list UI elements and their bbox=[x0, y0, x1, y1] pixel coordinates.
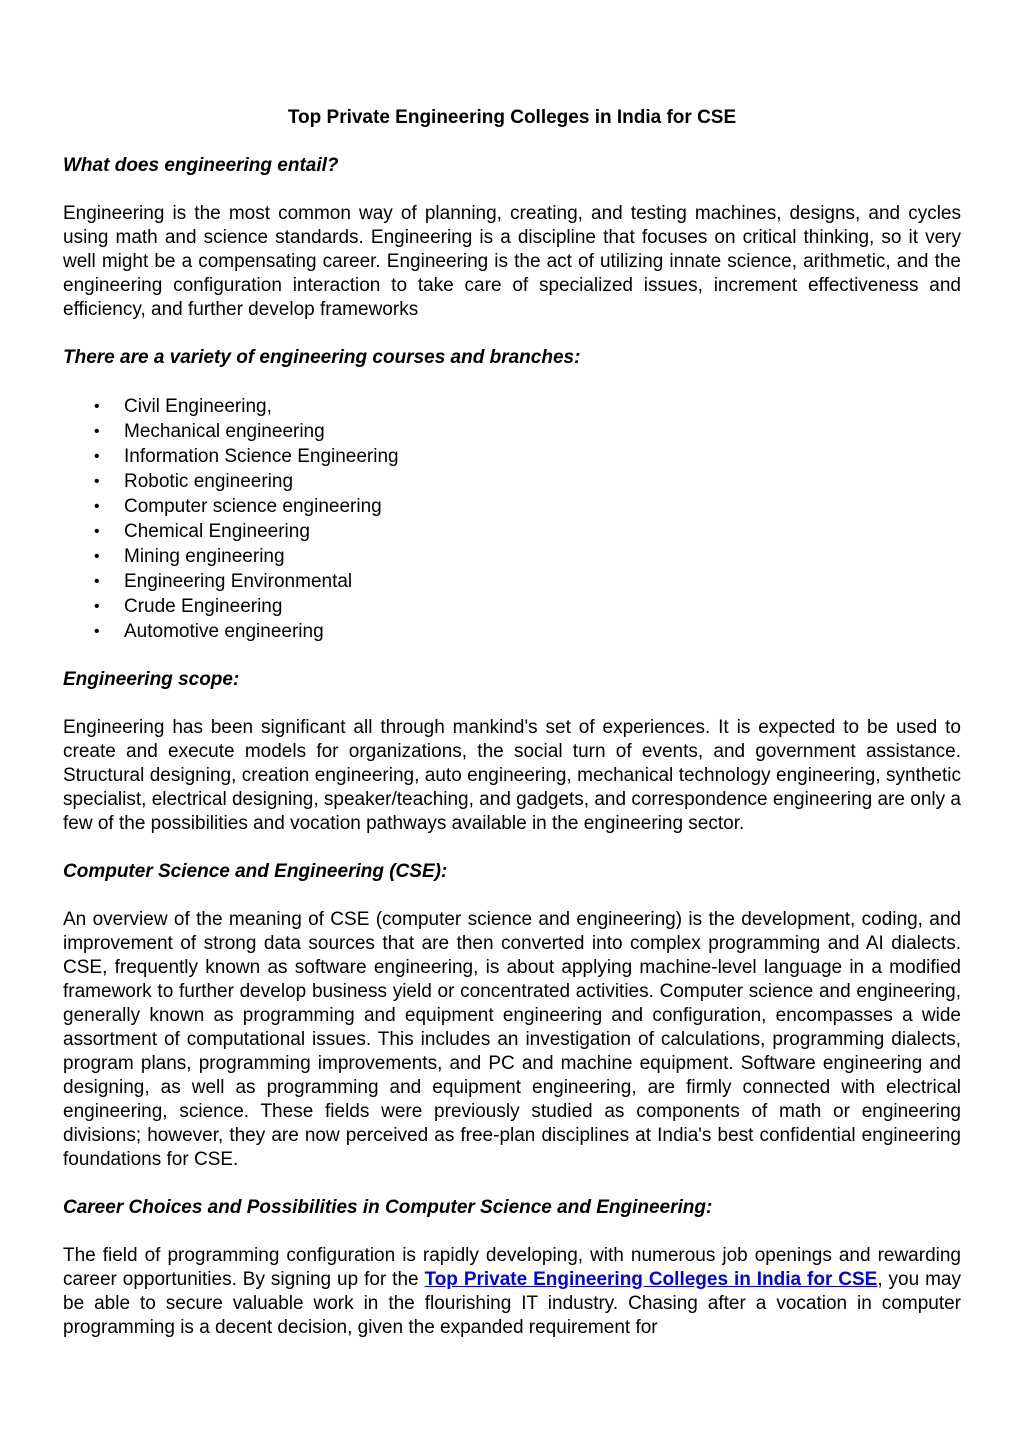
bullet-icon: • bbox=[94, 398, 100, 415]
list-item-label: Mining engineering bbox=[124, 546, 285, 567]
section-heading-cse: Computer Science and Engineering (CSE): bbox=[63, 861, 448, 882]
bullet-icon: • bbox=[94, 498, 100, 515]
list-item-label: Chemical Engineering bbox=[124, 521, 310, 542]
career-text-after-link: , you may be able to secure valuable work in the flourishing IT industry. Chasing after a vocation in computer programming is a decent decision, given the expanded requirement for bbox=[63, 1269, 961, 1338]
bullet-icon: • bbox=[94, 523, 100, 540]
section-paragraph-career bbox=[63, 1244, 961, 1340]
list-item bbox=[63, 469, 961, 494]
list-item-label: Information Science Engineering bbox=[124, 446, 399, 467]
list-item-label: Civil Engineering, bbox=[124, 396, 272, 417]
list-item bbox=[63, 594, 961, 619]
document-page bbox=[63, 106, 961, 1340]
bullet-icon: • bbox=[94, 573, 100, 590]
bullet-icon: • bbox=[94, 548, 100, 565]
list-item bbox=[63, 519, 961, 544]
bullet-icon: • bbox=[94, 473, 100, 490]
list-item bbox=[63, 544, 961, 569]
bullet-icon: • bbox=[94, 423, 100, 440]
career-text-before-link: The field of programming configuration is rapidly developing, with numerous job openings and rewarding career opportunities. By signing up for the bbox=[63, 1245, 961, 1290]
section-heading-branches: There are a variety of engineering courses and branches: bbox=[63, 347, 581, 368]
bullet-icon: • bbox=[94, 598, 100, 615]
list-item-label: Mechanical engineering bbox=[124, 421, 325, 442]
list-item bbox=[63, 494, 961, 519]
list-item bbox=[63, 444, 961, 469]
colleges-link[interactable]: Top Private Engineering Colleges in India for CSE bbox=[424, 1269, 878, 1290]
list-item bbox=[63, 394, 961, 419]
list-item-label: Crude Engineering bbox=[124, 596, 283, 617]
document-title: Top Private Engineering Colleges in India for CSE bbox=[287, 107, 737, 128]
section-paragraph-scope: Engineering has been significant all through mankind's set of experiences. It is expected to be used to create and execute models for organizations, the social turn of events, and government assistance. Structural designing, creation engineering, auto engineering, mechanical technology engineering, synthetic specialist, electrical designing, speaker/teaching, and gadgets, and correspondence engineering are only a few of the possibilities and vocation pathways available in the engineering sector. bbox=[63, 717, 961, 834]
section-paragraph-entail: Engineering is the most common way of planning, creating, and testing machines, designs, and cycles using math and science standards. Engineering is a discipline that focuses on critical thinking, so it very well might be a compensating career. Engineering is the act of utilizing innate science, arithmetic, and the engineering configuration interaction to take care of specialized issues, increment effectiveness and efficiency, and further develop frameworks bbox=[63, 203, 961, 320]
list-item-label: Engineering Environmental bbox=[124, 571, 353, 592]
section-heading-entail: What does engineering entail? bbox=[63, 155, 339, 176]
list-item bbox=[63, 569, 961, 594]
section-heading-scope: Engineering scope: bbox=[63, 669, 240, 690]
bullet-icon: • bbox=[94, 448, 100, 465]
section-heading-career: Career Choices and Possibilities in Computer Science and Engineering: bbox=[63, 1197, 713, 1218]
section-paragraph-cse: An overview of the meaning of CSE (computer science and engineering) is the development, coding, and improvement of strong data sources that are then converted into complex programming and AI dialects. CSE, frequently known as software engineering, is about applying machine-level language in a modified framework to further develop business yield or concentrated activities. Computer science and engineering, generally known as programming and equipment engineering and configuration, encompasses a wide assortment of computational issues. This includes an investigation of calculations, programming dialects, program plans, programming improvements, and PC and machine equipment. Software engineering and designing, as well as programming and equipment engineering, are firmly connected with electrical engineering, science. These fields were previously studied as components of math or engineering divisions; however, they are now perceived as free-plan disciplines at India's best confidential engineering foundations for CSE. bbox=[63, 909, 961, 1170]
list-item bbox=[63, 419, 961, 444]
branches-list bbox=[63, 394, 961, 644]
list-item-label: Computer science engineering bbox=[124, 496, 382, 517]
list-item-label: Automotive engineering bbox=[124, 621, 324, 642]
bullet-icon: • bbox=[94, 623, 100, 640]
list-item bbox=[63, 619, 961, 644]
list-item-label: Robotic engineering bbox=[124, 471, 294, 492]
